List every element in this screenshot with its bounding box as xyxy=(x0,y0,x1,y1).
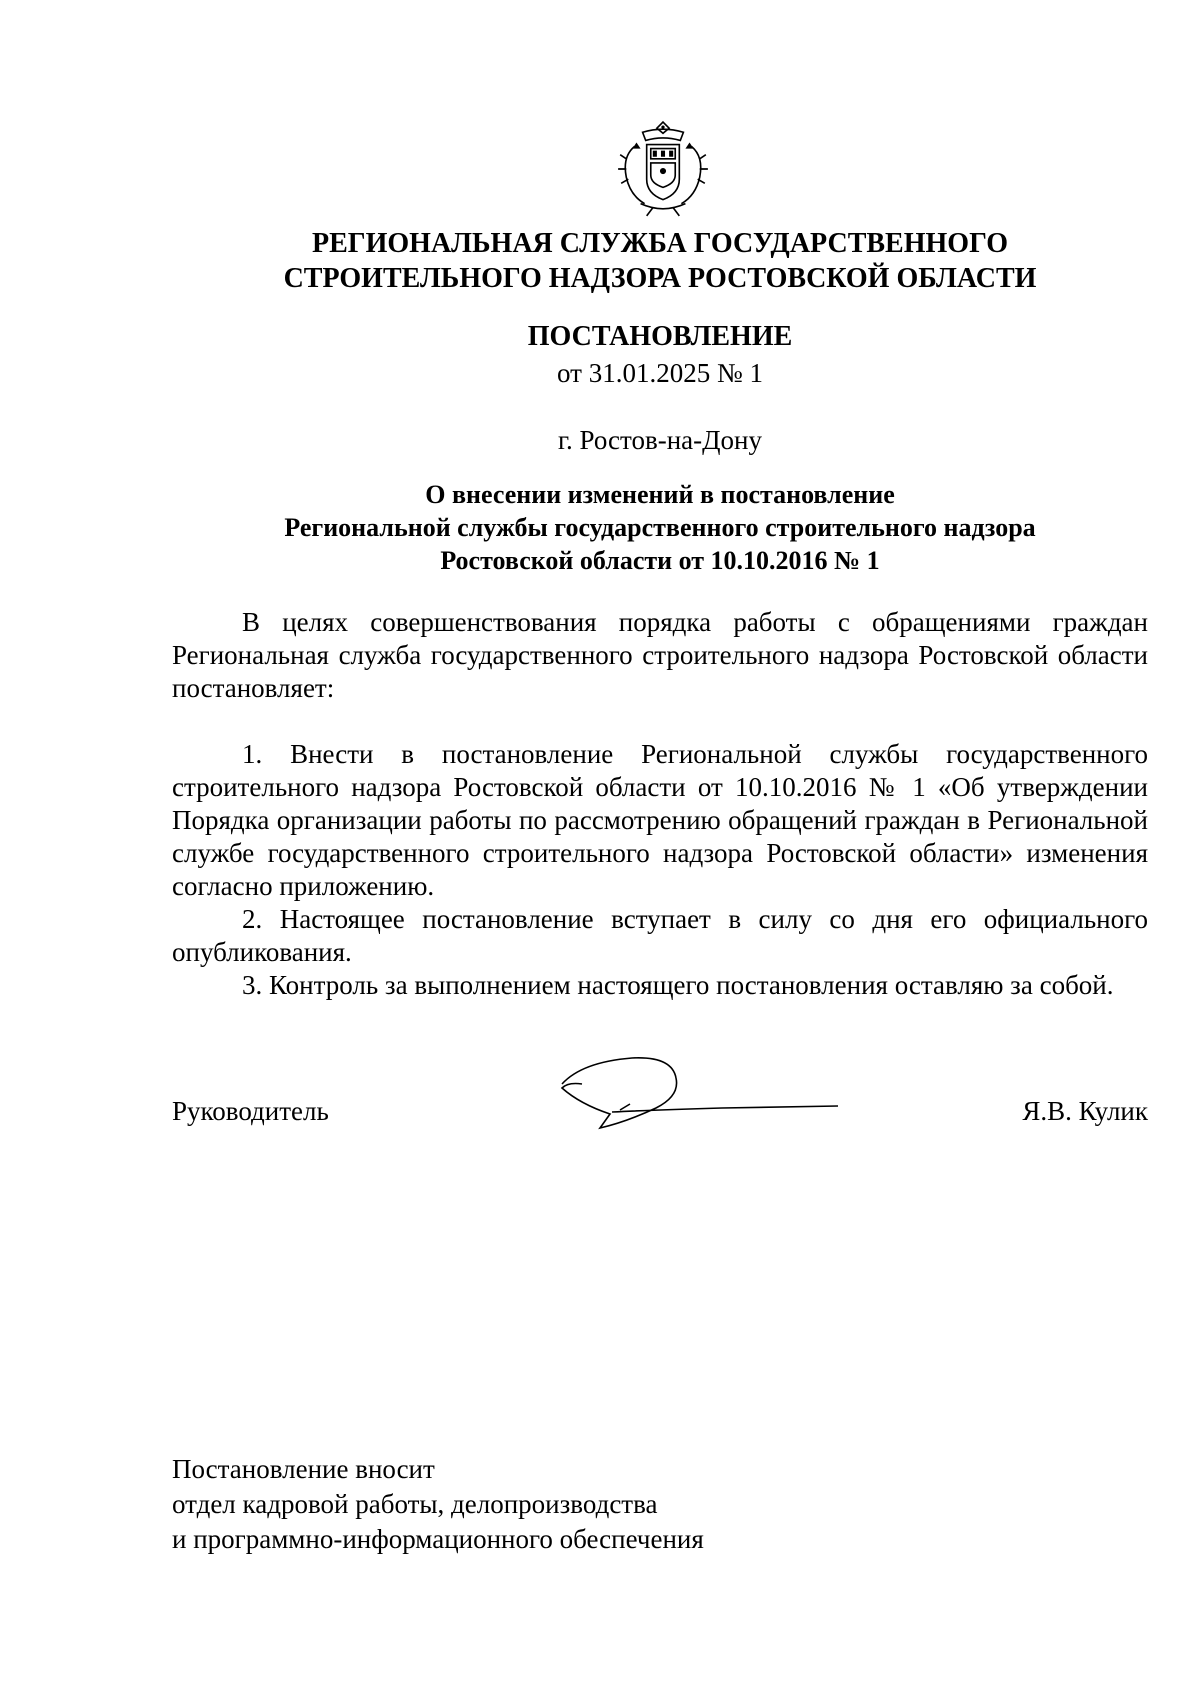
org-line: СТРОИТЕЛЬНОГО НАДЗОРА РОСТОВСКОЙ ОБЛАСТИ xyxy=(283,263,1037,294)
document-city: г. Ростов-на-Дону xyxy=(557,425,762,455)
signer-position: Руководитель xyxy=(172,1096,329,1126)
subject-line: Региональной службы государственного строительного надзора xyxy=(284,513,1036,542)
item-paragraph: 2. Настоящее постановление вступает в силу со дня его официального опубликования. xyxy=(172,904,1148,967)
item-paragraph: 3. Контроль за выполнением настоящего постановления оставляю за собой. xyxy=(242,970,1114,1000)
document-footer xyxy=(172,1452,704,1557)
handwritten-signature xyxy=(550,1050,860,1140)
subject-line: Ростовской области от 10.10.2016 № 1 xyxy=(440,546,880,575)
document-type: ПОСТАНОВЛЕНИЕ xyxy=(527,321,793,352)
footer-line: отдел кадровой работы, делопроизводства xyxy=(172,1489,658,1519)
subject-line: О внесении изменений в постановление xyxy=(425,480,895,509)
footer-line: Постановление вносит xyxy=(172,1454,435,1484)
preamble-paragraph: В целях совершенствования порядка работы с обращениями граждан Региональная служба государственного строительного надзора Ростовской области постановляет: xyxy=(172,607,1148,703)
signer-name: Я.В. Кулик xyxy=(1022,1096,1148,1126)
org-line: РЕГИОНАЛЬНАЯ СЛУЖБА ГОСУДАРСТВЕННОГО xyxy=(312,228,1008,259)
document-subject xyxy=(0,478,1200,577)
footer-line: и программно-информационного обеспечения xyxy=(172,1524,704,1554)
item-paragraph: 1. Внести в постановление Региональной службы государственного строительного надзора Ростовской области от 10.10.2016 № 1 «Об утверждении Порядка организации работы по рассмотрению обращений граждан в Региональной службе государственного строительного надзора Ростовской области» изменения согласно приложению. xyxy=(172,739,1148,901)
document-body xyxy=(172,606,1148,1002)
document-date-number: от 31.01.2025 № 1 xyxy=(557,358,763,388)
organization-name xyxy=(0,226,1200,296)
coat-of-arms-icon xyxy=(612,118,714,220)
